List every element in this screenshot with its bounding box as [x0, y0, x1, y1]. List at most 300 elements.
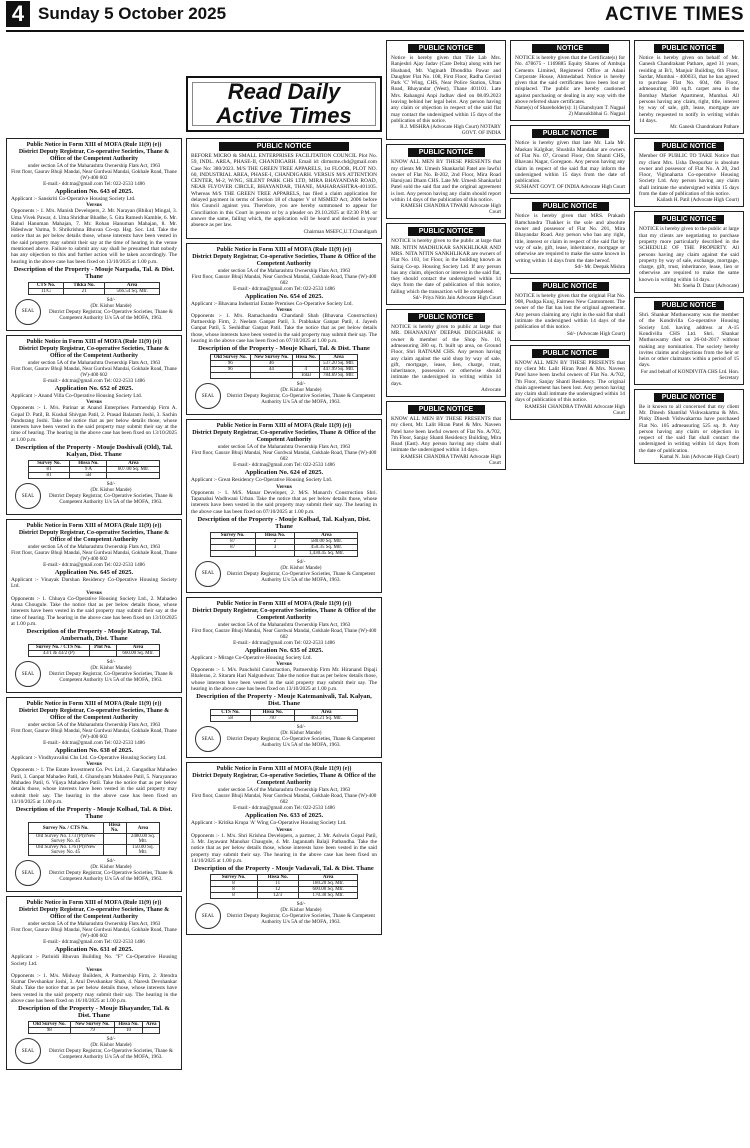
- officer-name: (Dr. Kishor Mande): [90, 302, 132, 309]
- application-number: Application No. 645 of 2025.: [54, 569, 134, 577]
- mofa-notice: [186, 597, 382, 758]
- notice-body: Notice is hereby given that MRS. Prakash Ramchandra Thakker is the sole and absolute owner and possessor of Flat No. 201, Mira Bhayandar Road. Any person who has any right, title, interest or claim in respect of the said flat by way of sale, gift, lease, inheritance, mortgage or otherwise are required to make the same known in writing within 14 days from the date hereof.: [515, 213, 625, 264]
- table-cell: 8: [210, 887, 257, 893]
- applicant: Applicant :- Anand Villa Co-Operative Housing Society Ltd.: [11, 392, 143, 399]
- signed: Sd/-: [296, 381, 306, 388]
- property-table: [28, 644, 161, 657]
- table-header: New Survey No.: [250, 355, 292, 361]
- officer-title: District Deputy Registrar, Co-Operative Societies, Thane & Competent Authority U/s 5A of the MOFA, 1963.: [227, 570, 375, 583]
- notice-heading: PUBLIC NOTICE: [408, 227, 485, 236]
- table-cell: 8: [210, 881, 257, 887]
- table-header: Survey No.: [210, 875, 257, 881]
- versus-label: Versus: [86, 399, 102, 406]
- table-header: Hissa No.: [103, 823, 126, 834]
- table-header: Hissa No.: [255, 532, 295, 538]
- officer-title: District Deputy Registrar, Co-Operative Societies, Thane & Competent Authority U/s 5A of the MOFA, 1963.: [227, 913, 375, 926]
- table-row: [28, 845, 160, 856]
- signed: Sd/-: [296, 558, 306, 565]
- form-title: Public Notice in Form XIII of MOFA (Rule 11(9) (e)): [26, 701, 162, 708]
- table-header: Area: [116, 645, 160, 651]
- table-cell: 87: [210, 538, 255, 544]
- table-header: Area: [107, 461, 160, 467]
- notice-body: Notice is hereby given that Tile Lab Mrs. Ranjeshri Ajay Jadav (Care Delta) along with her Husband, Mr. Vaginath Dhondiba Pawar and Daughter Flat No. 108, First Floor, Radha Govind Park 'C' Wing, CHS, Near Police Station, Ultan Road, Bhayandar (West), Thane 401101. Late Mrs. Rahangni Anpi Jadhav died on 08.09.2023 leaving behind her legal heirs. Any person having any claim or objection in respect of the said flat may contact the undersigned within 15 days of the publication of this notice.: [391, 55, 501, 124]
- form-title: Public Notice in Form XIII of MOFA (Rule 11(9) (e)): [216, 246, 352, 253]
- signed: Sd/-: [106, 858, 116, 865]
- table-cell: Old Survey No. 173 (Pt)/New Survey No. 45: [28, 834, 103, 845]
- officer-name: (Dr. Kishor Mande): [90, 864, 132, 871]
- notice-heading: PUBLIC NOTICE: [532, 129, 609, 138]
- official-seal: SEAL: [15, 860, 41, 886]
- mofa-notice: [6, 697, 182, 892]
- property-description: Description of the Property - Mouje Khari, Tal. & Dist. Thane: [198, 345, 370, 353]
- notice-heading: PUBLIC NOTICE: [654, 215, 724, 224]
- table-cell: [250, 373, 292, 379]
- notice-signature: Kailash H. Patil (Advocate High Court): [656, 197, 739, 204]
- officer-title: District Deputy Registrar, Co-Operative Societies, Thane & Competent Authority U/s 5A of the MOFA, 1963.: [49, 308, 173, 321]
- table-cell: 58: [210, 716, 251, 722]
- applicant: Applicant :- Kritika Krupa 'A' Wing Co-Operative Housing Society Ltd.: [191, 820, 347, 827]
- notice-body: Opponents :- 1. The Estate Investment Co. Pvt. Ltd., 2. Gangadhar Mahadeo Patil, 3. Ganpat Mahadeo Patil, 4. Ghanshyam Mahadeo Patil, 5. Narayanrao Mahadeo Patil, 6. Vijaya Mahadeo Patil. Take the notice that as per below details those, whose interests have been vested in the said property may submit their say. The hearing in the above case has been fixed on 13/10/2025 at 1.00 p.m.: [11, 767, 177, 805]
- public-notice: [510, 40, 630, 121]
- table-header: Area: [298, 875, 357, 881]
- notice-heading: PUBLIC NOTICE: [654, 301, 724, 310]
- notice-body: Notice is hereby given on behalf of Mr. Ganesh Chandrakant Pathare, aged 31 years, residing at B/1, Manjuir Building, 6th Floor, Sardar, Mumbai - 400033, that he has agreed to purchase Flat No. 604, 6th Floor, admeasuring 300 sq.ft. carpet area in the Bombay Market Apartment, Mumbai. All persons having any claim, right, title, interest by way of sale, gift, lease, mortgage are hereby requested to notify in writing within 14 days.: [639, 55, 739, 124]
- office-name: District Deputy Registrar, Co-operative Societies, Thane & Office of the Competent Authority: [192, 253, 376, 267]
- property-table: [210, 709, 359, 722]
- column-5: [634, 40, 744, 1142]
- official-seal: SEAL: [15, 299, 41, 325]
- act-line: under section 5A of the Maharashtra Ownership Flats Act, 1963: [27, 921, 161, 928]
- applicant: Applicant :- Mirage Co-Operative Housing Society Ltd.: [191, 654, 312, 661]
- table-cell: 46: [250, 361, 292, 367]
- notice-signature: Sd/- Priya Nitin Jain Advocate High Court: [412, 295, 501, 302]
- table-cell: 12: [257, 887, 298, 893]
- table-header: Survey No.: [28, 461, 70, 467]
- notice-signature: Advocate: [481, 386, 501, 393]
- public-notice: [634, 40, 744, 134]
- property-table: [210, 354, 359, 379]
- table-header: Old Survey No.: [28, 1022, 70, 1028]
- table-cell: 43/1 & 43/2 (P): [28, 651, 89, 657]
- officer-name: (Dr. Kishor Mande): [90, 1042, 132, 1049]
- column-1: [6, 138, 182, 1142]
- official-seal: SEAL: [15, 483, 41, 509]
- table-cell: 81: [28, 473, 70, 479]
- officer-title: District Deputy Registrar, Co-Operative Societies, Thane & Competent Authority U/s 5A of the MOFA, 1963.: [227, 393, 375, 406]
- applicant: Applicant :- Bhavana Industrial Estate Premises Co-Operative Society Ltd.: [191, 300, 353, 307]
- official-seal: SEAL: [195, 561, 221, 587]
- notice-body: NOTICE is hereby given to public at large that MR. DHANANJAY DEEPAK DEOGHARE is owner & member of the Shop No. 10, admeasuring 380 sq. ft. built up area, on Ground Floor, Shri RATNAM CHS. Any person having any claim against the said shop by way of sale, gift, mortgage, lease, lien, charge, trust, inheritance, possession or otherwise should intimate the undersigned in writing within 14 days.: [391, 324, 501, 387]
- office-email: E-mail:- ddr.tna@gmail.com Tel: 022-2533 1486: [233, 639, 335, 646]
- form-title: Public Notice in Form XIII of MOFA (Rule 11(9) (e)): [216, 766, 352, 773]
- page-number: 4: [6, 1, 30, 27]
- property-table: [28, 282, 161, 295]
- table-header-row: [210, 355, 358, 361]
- notice-heading: PUBLIC NOTICE: [654, 142, 724, 151]
- property-description: Description of the Property - Mouje Doshivali (Old), Tal. Kalyan, Dist. Thane: [15, 444, 173, 459]
- table-cell: 150.00 Sq. Mtr.: [126, 845, 160, 856]
- table-cell: 3: [255, 544, 295, 550]
- table-row: [28, 1028, 160, 1034]
- office-name: District Deputy Registrar, Co-operative Societies, Thane & Office of the Competent Authority: [18, 708, 170, 722]
- notice-body: Opponents :- 1. M/s. Manish Developers, 2. Mr. Narayan (Bhiku) Mingal, 3. Uma Vivek Pawar, 4. Uma Shridhar Bhadhe, 5. Gita Ramesh Kamble, 6. Mr. Rahul Hanuman Mahajan, 7. Mr. Rohan Hanuman Mahajan, 8. Mr. Hdeshwar Varma, 9. Shrikrishna Bhuvan Co-op. Hsg. Soc. Ltd. Take the notice that as per below details those, whose interests have been vested in the said property may submit their say at the time of hearing in the venue mentioned above. Failure to submit any say shall be presumed that nobody has any objection to this and further action will be taken accordingly. The hearing in the above case has been fixed on 13/10/2025 at 1.00 p.m.: [11, 208, 177, 265]
- table-header: Plot No.: [89, 645, 116, 651]
- form-title: Public Notice in Form XIII of MOFA (Rule 11(9) (e)): [26, 338, 162, 345]
- notice-body: Opponents :- 1. M/s. Midway Builders, A Partnership Firm, 2. Jitendra Kumar Devshankar Joshi, 3. Atul Devshankar Shah, 4. Naresh Devshankar Shah. Take the notice that as per below details those, whose interests have been vested in the said property may submit their say. The hearing in the above case has been fixed on 16/10/2025 at 1.00 p.m.: [11, 972, 177, 1004]
- office-email: E-mail:- ddr.tna@gmail.com Tel: 022-2533 1486: [43, 377, 145, 384]
- office-email: E-mail:- ddr.tna@gmail.com Tel: 022-2533 1486: [233, 805, 335, 812]
- table-cell: 537.20 Sq. Mtr.: [319, 361, 358, 367]
- table-header: Area: [104, 282, 160, 288]
- table-cell: 44: [250, 367, 292, 373]
- office-name: District Deputy Registrar, Co-operative Societies, Thane & Office of the Competent Authority: [18, 149, 170, 162]
- office-email: E-mail:- ddr.tna@gmail.com Tel: 022-2533 1486: [43, 181, 145, 187]
- notice-body: KNOW ALL MEN BY THESE PRESENTS that my client, Mr. Lalit Hiran Patel & Mrs. Naveen Patel have been lawful owners of Flat No. A/702, 7th Floor, Sanjay Shanti Residency Building, Mira Road (East). Any person having any claim shall intimate the undersigned within 14 days.: [391, 415, 501, 454]
- official-seal: SEAL: [195, 726, 221, 752]
- table-cell: 180.20 Sq. Mtr.: [298, 881, 357, 887]
- notice-heading: PUBLIC NOTICE: [532, 282, 609, 291]
- notice-heading: PUBLIC NOTICE: [532, 349, 609, 358]
- property-description: Description of the Property - Mouje Bhayander, Tal. & Dist. Thane: [18, 1005, 170, 1020]
- application-number: Application No. 633 of 2025.: [244, 812, 324, 820]
- table-header: Old Survey No.: [210, 355, 250, 361]
- office-address: First floor, Gaurav Bhuji Mandai, Near Gurdwai Mandai, Gokhale Road, Thane (W)-400 602: [11, 550, 177, 563]
- notice-body: NOTICE is hereby given that the Certificate(s) for No. 478675 - 1169885 Equity Shares of Ambuja Cements Limited, Registered Office at Adani Corporate House, Ahmedabad. Notice is hereby given that the said certificates have been lost or misplaced. The public are hereby cautioned against purchasing or dealing in any way with the above referred share certificates.: [515, 55, 625, 106]
- column-2: [186, 138, 382, 1142]
- public-notice: [386, 309, 506, 397]
- property-description: Description of the Property - Mouje Narpada, Tal. & Dist. Thane: [13, 265, 175, 280]
- form-title: Public Notice in Form XIII of MOFA (Rule 11(9) (e)): [216, 600, 352, 607]
- notice-body: Opponents :- 1. M/s. Ramachandra Chandanil Shah (Bhavana Construction) Partnership Firm, 2. Neelam Ganpat Patil, 3. Prabhakar Ganpat Patil, 4. Jayesh Ganpat Patil, 5. Seshidhar Ganpat Patil. Take the notice that as per below details those, whose interests have been vested in the said property may submit their say. The hearing in the above case has been fixed on 07/10/2025 at 1.00 p.m.: [191, 312, 377, 345]
- masthead-rule: [6, 30, 744, 32]
- table-header: New Survey No.: [70, 1022, 114, 1028]
- mofa-notice: [186, 419, 382, 592]
- table-cell: 96: [210, 367, 250, 373]
- signed: Sd/-: [106, 659, 116, 666]
- signed: Sd/-: [106, 296, 116, 303]
- office-address: First floor, Gaurav Bhuji Mandai, Near Gurdwai Mandai, Gokhale Road, Thane (W)-400 602: [191, 273, 377, 286]
- office-name: District Deputy Registrar, Co-operative Societies, Thane & Office of the Competent Authority: [192, 607, 376, 621]
- officer-name: (Dr. Kishor Mande): [280, 564, 322, 571]
- official-seal: SEAL: [195, 383, 221, 409]
- notice-body: Opponents :- 1. M/s. Parinar at Anand Enterprises Partnership Firm A. Gopal D. Patil, B. Kushal Shivgan Patil, 2. Prasad Balaram Joshi, 3. Sachin Pandurang Joshi. Take the notice that as per below details those, whose interests have been vested in the said property may submit their say at the time of hearing. The hearing in the above case has been fixed on 13/10/2025 at 1.00 p.m.: [11, 405, 177, 443]
- table-cell: 8: [210, 893, 257, 899]
- table-row: [210, 373, 358, 379]
- newspaper-title: ACTIVE TIMES: [604, 4, 744, 25]
- table-cell: 11: [257, 881, 298, 887]
- office-email: E-mail:- ddr.tna@gmail.com Tel: 022-2533 1486: [43, 939, 145, 946]
- table-row: [28, 834, 160, 845]
- office-address: First floor, Gaurav Bhuji Mandai, Near Gurdwai Mandai, Gokhale Road, Thane (W)-400 602: [11, 927, 177, 940]
- table-row: [28, 651, 160, 657]
- banner-line-2: Active Times: [216, 103, 352, 128]
- applicant: Applicant :- Vinayak Darshan Residency Co-Operative Housing Society Ltd.: [11, 577, 177, 590]
- officer-title: District Deputy Registrar, Co-Operative Societies, Thane & Competent Authority U/s 5A of the MOFA, 1963.: [49, 493, 173, 506]
- table-cell: 9 A: [70, 467, 107, 473]
- table-header-row: [28, 645, 160, 651]
- table-cell: [210, 550, 255, 556]
- mofa-notice: [186, 243, 382, 416]
- public-notice: [386, 223, 506, 305]
- applicant: Applicant :- Parinidi Bhuvan Building No. "F" Co-Operative Housing Society Ltd.: [11, 954, 177, 967]
- act-line: under section 5A of the Maharashtra Ownership Flats Act, 1963: [27, 544, 161, 551]
- officer-title: District Deputy Registrar, Co-Operative Societies, Thane & Competent Authority U/s 5A of the MOFA, 1963.: [49, 1048, 173, 1061]
- table-cell: 580.00 Sq. Mtr.: [295, 538, 358, 544]
- notice-signature: RAMESH CHANDRA TIWARI Advocate High Court: [524, 403, 625, 416]
- notice-body: NOTICE is hereby given to the public at large that MR. NITIN MADHUKAR SANKHLIKAR AND MRS. NITA NITIN SANKHLIKAR are owners of Flat No. 103, 1st Floor, in the building known as Sairaj Co-op. Housing Society Ltd. If any person has any claim, objection or interest in the said flat, they should contact the undersigned within 14 days from the date of publication of this notice, failing which the transaction will be completed.: [391, 238, 501, 295]
- table-header: Area: [143, 1022, 160, 1028]
- public-notice: [386, 144, 506, 219]
- officer-title: District Deputy Registrar, Co-Operative Societies, Thane & Competent Authority U/s 5A of the MOFA, 1963.: [49, 870, 173, 883]
- notice-heading: PUBLIC NOTICE: [532, 202, 609, 211]
- official-seal: SEAL: [15, 661, 41, 687]
- mofa-notice: [6, 335, 182, 515]
- act-line: under section 5A of the Maharashtra Ownership Flats Act, 1963: [217, 267, 351, 274]
- table-cell: 447.99 Sq. Mtr.: [319, 367, 358, 373]
- property-description: Description of the Property - Mouje Vadavali, Tal. & Dist. Thane: [194, 865, 374, 873]
- act-line: under section 5A of the Maharashtra Ownership Flats Act, 1963: [27, 163, 161, 169]
- table-cell: 96: [210, 361, 250, 367]
- public-notice: [386, 40, 506, 140]
- applicant: Applicant :- Great Residency Co-Operative Housing Society Ltd.: [191, 477, 333, 484]
- banner-line-1: Read Daily: [227, 79, 341, 104]
- application-number: Application No. 652 of 2025.: [54, 384, 134, 392]
- notice-body: Member OF PUBLIC TO TAKE Notice that my client Mrs. Usha Deopurkar is absolute owner and possessor of Flat No. A 20, 2nd Floor, Vighnaharta Co-operative Housing Society Ltd. Any person having any claim shall intimate the undersigned within 15 days from the date of publication of this notice.: [639, 153, 739, 198]
- officer-title: District Deputy Registrar, Co-Operative Societies, Thane & Competent Authority U/s 5A of the MOFA, 1963.: [227, 736, 375, 749]
- notice-signature: For and behalf of KONDIVITA CHS Ltd. Hon. Secretary: [640, 368, 739, 381]
- msme-public-notice: [186, 138, 382, 239]
- act-line: under section 5A of the Maharashtra Ownership Flats Act, 1963: [27, 722, 161, 729]
- versus-label: Versus: [276, 826, 292, 833]
- office-name: District Deputy Registrar, Co-operative Societies, Thane & Office of the Competent Authority: [18, 345, 170, 359]
- notice-heading: PUBLIC NOTICE: [408, 313, 485, 322]
- notice-heading: PUBLIC NOTICE: [408, 44, 485, 53]
- table-header-row: [28, 823, 160, 834]
- notice-body: NOTICE is hereby given that the original Flat No. 908, Pushpa Kunj, Fairness New Cantonment. The owner of the flat has lost the original agreement. Any person claiming any right in the said flat shall intimate the undersigned within 14 days of the publication of this notice.: [515, 292, 625, 331]
- public-notice: [510, 125, 630, 194]
- notice-body: Opponents :- 1. M/s. Panchshil Construction, Partnership Firm Mr. Hiranand Dipaji Bhalerao, 2. Sitaram Hari Nalgundwar. Take the notice that as per below details those, whose interests have been vested in the said property may submit their say. The hearing in the above case has been fixed on 13/10/2025 at 1.00 p.m.: [191, 667, 377, 693]
- notice-heading: NOTICE: [532, 44, 609, 53]
- property-table: [210, 532, 359, 557]
- mofa-notice: [186, 762, 382, 935]
- application-number: Application No. 654 of 2025.: [244, 292, 324, 300]
- table-cell: 87: [210, 544, 255, 550]
- office-email: E-mail:- ddr.tna@gmail.com Tel: 022-2533 1486: [43, 740, 145, 747]
- versus-label: Versus: [86, 202, 102, 209]
- office-email: E-mail:- ddr.tna@gmail.com Tel: 022-2533 1486: [233, 462, 335, 469]
- notice-signature: RAMESH CHANDRA TIWARI Advocate High Court: [400, 453, 501, 466]
- office-address: First floor, Gaurav Bhuji Mandai, Near Gurdwai Mandai, Gokhale Road, Thane (W)-400 602: [191, 793, 377, 806]
- table-cell: 787: [251, 716, 295, 722]
- application-number: Application No. 624 of 2025.: [244, 469, 324, 477]
- table-header: Area: [295, 532, 358, 538]
- act-line: under section 5A of the Maharashtra Ownership Flats Act, 1963: [27, 359, 161, 366]
- office-address: First floor, Gaurav Bhuji Mandai, Near Gurdwai Mandai, Gokhale Road, Thane (W)-400 602: [11, 365, 177, 378]
- table-cell: [107, 473, 160, 479]
- officer-name: (Dr. Kishor Mande): [90, 487, 132, 494]
- office-name: District Deputy Registrar, Co-operative Societies, Thane & Office of the Competent Authority: [18, 907, 170, 921]
- table-cell: 600.00 Sq. Mtr.: [298, 887, 357, 893]
- form-title: Public Notice in Form XIII of MOFA (Rule 11(9) (e)): [26, 142, 162, 148]
- act-line: under section 5A of the Maharashtra Ownership Flats Act, 1963: [217, 787, 351, 794]
- office-address: First floor, Gaurav Bhuji Mandai, Near Gurdwai Mandai, Gokhale Road, Thane (W)-400 602: [11, 169, 177, 181]
- table-cell: 81: [28, 467, 70, 473]
- mofa-notice: [6, 519, 182, 693]
- table-header: Hissa No.: [251, 710, 295, 716]
- table-header: Hissa No.: [70, 461, 107, 467]
- notice-body: KNOW ALL MEN BY THESE PRESENTS that my clients Mr. Umesh Shankarlal Patel are lawful owner of Flat No. B-202, 2nd Floor, Mira Road Harsiyani Dham CHS. Late Mr. Umesh Shankarlal Patel sold the said flat and the original agreement is lost. Any person having any claim should report within 14 days of the publication of this notice.: [391, 159, 501, 204]
- table-cell: 2480.00 Sq. Mtr.: [126, 834, 160, 845]
- table-cell: 566.54 Sq. Mtr.: [104, 288, 160, 294]
- signed: Sd/-: [296, 724, 306, 731]
- table-cell: 660.00 Sq. Mtr.: [116, 651, 160, 657]
- property-description: Description of the Property - Mouje Kolbad, Tal. & Dist. Thane: [15, 806, 173, 821]
- property-description: Description of the Property - Mouje Kolbad, Tal. Kalyan, Dist. Thane: [197, 515, 371, 530]
- official-seal: SEAL: [195, 903, 221, 929]
- table-header: Area: [126, 823, 160, 834]
- signed: Sd/-: [106, 1036, 116, 1043]
- officer-name: (Dr. Kishor Mande): [280, 907, 322, 914]
- mofa-notice: [6, 138, 182, 331]
- notice-signature: Sd/- (Advocate High Court): [566, 330, 625, 337]
- notice-heading: PUBLIC NOTICE: [408, 148, 485, 157]
- notice-body: Opponents :- 1. Chhaya Co-Operative Housing Society Ltd., 2. Mahadeo Anna Chougule. Take the notice that as per below details those, whose interests have been vested in the said property may submit their say at the time of hearing. The hearing in the above case has been fixed on 13/10/2025 at 1.00 p.m.: [11, 595, 177, 627]
- table-cell: 170.30 Sq. Mtr.: [298, 893, 357, 899]
- notice-signature: R.J. MISHRA (Advocate High Court) NOTARY GOVT. OF INDIA: [400, 124, 501, 137]
- notice-heading: PUBLIC NOTICE: [408, 405, 485, 414]
- read-daily-banner: [186, 76, 382, 132]
- table-row: [28, 473, 160, 479]
- property-table: [210, 874, 359, 899]
- application-number: Application No. 638 of 2025.: [54, 747, 134, 755]
- table-row: [210, 550, 358, 556]
- form-title: Public Notice in Form XIII of MOFA (Rule 11(9) (e)): [26, 523, 162, 530]
- versus-label: Versus: [86, 761, 102, 768]
- table-cell: 21: [64, 288, 104, 294]
- table-header: Hissa No.: [114, 1022, 142, 1028]
- table-row: [210, 893, 358, 899]
- office-address: First floor, Gaurav Bhuji Mandai, Near Gurdwai Mandai, Gokhale Road, Thane (W)-400 602: [11, 728, 177, 741]
- table-cell: [89, 651, 116, 657]
- table-cell: 79: [70, 1028, 114, 1034]
- notice-signature: Kamal N. Jain (Advocate High Court): [659, 454, 739, 461]
- notice-heading: PUBLIC NOTICE: [654, 44, 724, 53]
- table-cell: 607.00 Sq. Mtr.: [107, 467, 160, 473]
- table-cell: 12/3: [257, 893, 298, 899]
- notice-signature: Chairman MSEFC,U.T.Chandigarh: [303, 228, 377, 235]
- versus-label: Versus: [86, 589, 102, 596]
- table-cell: 2: [255, 538, 295, 544]
- applicant: Applicant :- Sanskriti Co-Operative Housing Society Ltd.: [11, 196, 136, 202]
- versus-label: Versus: [276, 483, 292, 490]
- property-table: [28, 460, 161, 479]
- versus-label: Versus: [276, 661, 292, 668]
- column-3: [386, 40, 506, 1142]
- table-cell: Total: [292, 373, 319, 379]
- notice-body: NOTICE is hereby given to the public at large that my clients are negotiating to purchase property more particularly described in the SCHEDULE OF THE PROPERTY. All persons having any claim against the said property by way of sale, exchange, mortgage, charge, gift, trust, inheritance, lease, lien or otherwise are required to make the same known in writing within 14 days.: [639, 226, 739, 283]
- notice-body: Opponents :- 1. M/s. Shri Krishna Developers, a partner, 2. Mr. Ashwin Gopal Patil, 3. Mr. Jayawant Manohar Chaugule, 4. Mr. Jagannath Balaji Patbandha. Take the notice that as per below details those, whose interests have been vested in the said property may submit their say. The hearing in the above case has been fixed on 14/10/2025 at 1.00 p.m.: [191, 832, 377, 864]
- table-cell: 450.35 Sq. Mtr.: [295, 544, 358, 550]
- property-table: [28, 1021, 161, 1034]
- official-seal: SEAL: [15, 1038, 41, 1064]
- table-cell: [143, 1028, 160, 1034]
- application-number: Application No. 643 of 2025.: [54, 188, 134, 195]
- notice-signature: Mr. Sneha D. Datar (Advocate): [673, 283, 739, 290]
- notice-body: BEFORE MICRO & SMALL ENTERPRISES FACILITATION COUNCIL Plot No. 59, INDL. AREA, PHASE-II, CHANDIGARH. Email id: dirmsme.chd@gmail.com Case No: 380/2023. M/S THE GREEN TREE APPARELS, 1st FLOOR, PLOT NO. 60, INDUSTRIAL AREA, PHASE-I, CHANDIGARH. VERSUS M/S ATTENTION CENTER, M-2, W/NG, SILENT PARK CHS LTD, MIRA BHAYANDAR ROAD, NEAR FLYOVER CIRCLE, BHAYANDAR, THANE, MAHARASHTRA-401105. Whereas M/S THE GREEN TREE APPARELS, has filed a claim application for delayed payment in terms of Section 18 of chapter V of MSMED Act, 2006 before this Council against you. Therefore, you are hereby summoned to appear for Conciliation in this Court in person or by a pleader on 29.10.2025 at 02:30 P.M. or answer the same, failing which, the application will be heard and decided in your absence as per law.: [191, 153, 377, 229]
- form-title: Public Notice in Form XIII of MOFA (Rule 11(9) (e)): [26, 900, 162, 907]
- column-4: [510, 40, 630, 1142]
- form-title: Public Notice in Form XIII of MOFA (Rule 11(9) (e)): [216, 423, 352, 430]
- table-header: CTS No.: [210, 710, 251, 716]
- table-header: Hissa No.: [257, 875, 298, 881]
- public-notice: [634, 297, 744, 385]
- notice-body: Be it known to all concerned that my client Mr. Dinesh Shantilal Vishwakarma & Mrs. Pinky Dinesh Vishwakarma have purchased Flat No. 105 admeasuring 525 sq. ft. Any person having any claim or objection in respect of the said flat shall contact the undersigned in writing within 14 days from the date of publication.: [639, 403, 739, 454]
- table-cell: Old Survey No. 176 (Pt)/New Survey No. 45: [28, 845, 103, 856]
- public-notice: [510, 345, 630, 420]
- property-description: Description of the Property - Mouje Katrap, Tal. Ambernath, Dist. Thane: [26, 628, 162, 643]
- notice-signature: Mr. Ganesh Chandrakant Pathare: [670, 124, 739, 131]
- table-cell: 98: [28, 1028, 70, 1034]
- table-cell: 784.69 Sq. Mtr.: [319, 373, 358, 379]
- act-line: under section 5A of the Maharashtra Ownership Flats Act, 1963: [217, 621, 351, 628]
- table-header: Hissa No.: [292, 355, 319, 361]
- table-header: Area: [295, 710, 358, 716]
- property-description: Description of the Property - Mouje Katemanivali, Tal. Kalyan, Dist. Thane: [196, 693, 372, 708]
- table-header: Area: [319, 355, 358, 361]
- table-cell: [255, 550, 295, 556]
- table-header: Survey No. / CTS No.: [28, 645, 89, 651]
- officer-name: (Dr. Kishor Mande): [280, 387, 322, 394]
- notice-signature: Sd/- Mr. Deepak Mishra: [574, 263, 625, 270]
- public-notice: [634, 211, 744, 293]
- office-name: District Deputy Registrar, Co-operative Societies, Thane & Office of the Competent Authority: [192, 773, 376, 787]
- act-line: under section 5A of the Maharashtra Ownership Flats Act, 1963: [217, 444, 351, 451]
- office-address: First floor, Gaurav Bhuji Mandai, Near Gurdwai Mandai, Gokhale Road, Thane (W)-400 602: [191, 450, 377, 463]
- table-cell: 10: [114, 1028, 142, 1034]
- office-name: District Deputy Registrar, Co-operative Societies, Thane & Office of the Competent Authority: [192, 430, 376, 444]
- office-address: First floor, Gaurav Bhuji Mandai, Near Gurdwai Mandai, Gokhale Road, Thane (W)-400 602: [191, 627, 377, 640]
- applicant: Applicant :- Vindhyavalini Chs Ltd. Co-Operative Housing Society Ltd.: [11, 755, 167, 762]
- table-row: [28, 288, 160, 294]
- notice-signature: Name(s) of Shareholder(s): 1) Ghanshyam T. Nagpal 2) Mansukhbhai G. Nagpal: [515, 105, 626, 118]
- notice-heading: PUBLIC NOTICE: [654, 393, 724, 402]
- table-cell: 1,430.45 Sq. Mtr.: [295, 550, 358, 556]
- mofa-notice: [6, 896, 182, 1070]
- table-cell: [210, 373, 250, 379]
- public-notice: [634, 389, 744, 464]
- table-cell: 4: [292, 367, 319, 373]
- property-table: [28, 822, 161, 856]
- office-email: E-mail:- ddr.tna@gmail.com Tel: 022-2533 1486: [233, 285, 335, 292]
- notice-signature: SUSHANT GOVT. OF INDIA Advocate High Court: [515, 184, 625, 191]
- public-notice: [510, 198, 630, 273]
- notice-body: Notice is hereby given that late Mr. Lala Mr. Maskan Kalgikar, Shushila Mandakar are owners of Flat No. 07, Ground Floor, Om Shanti CHS, Bhavani Nagar, Goregaon. Any person having any claim in respect of the said flat may inform the undersigned within 15 days from the date of publication.: [515, 140, 625, 185]
- signed: Sd/-: [106, 481, 116, 488]
- public-notice: [386, 401, 506, 470]
- table-row: [210, 716, 358, 722]
- public-notice: [634, 138, 744, 207]
- table-cell: [103, 845, 126, 856]
- office-name: District Deputy Registrar, Co-operative Societies, Thane & Office of the Competent Authority: [18, 530, 170, 544]
- issue-date: Sunday 5 October 2025: [38, 4, 227, 23]
- public-notice: [510, 278, 630, 341]
- table-header: Survey No.: [210, 532, 255, 538]
- versus-label: Versus: [86, 966, 102, 973]
- table-cell: 463.21 Sq. Mtr.: [295, 716, 358, 722]
- table-header: Survey No. / CTS No.: [28, 823, 103, 834]
- table-header: Tikka No.: [64, 282, 104, 288]
- notice-body: Shri. Shankar Muthuswamy was the member of the Kondivilla Co-operative Housing Society Ltd. having address at A-15 Kondivilla CHS Ltd. Shri. Shankar Muthuswamy died on 26-04-2017 without making any nomination. The society hereby invites claims and objections from the heir or heirs or other claimants within a period of 15 days.: [639, 312, 739, 369]
